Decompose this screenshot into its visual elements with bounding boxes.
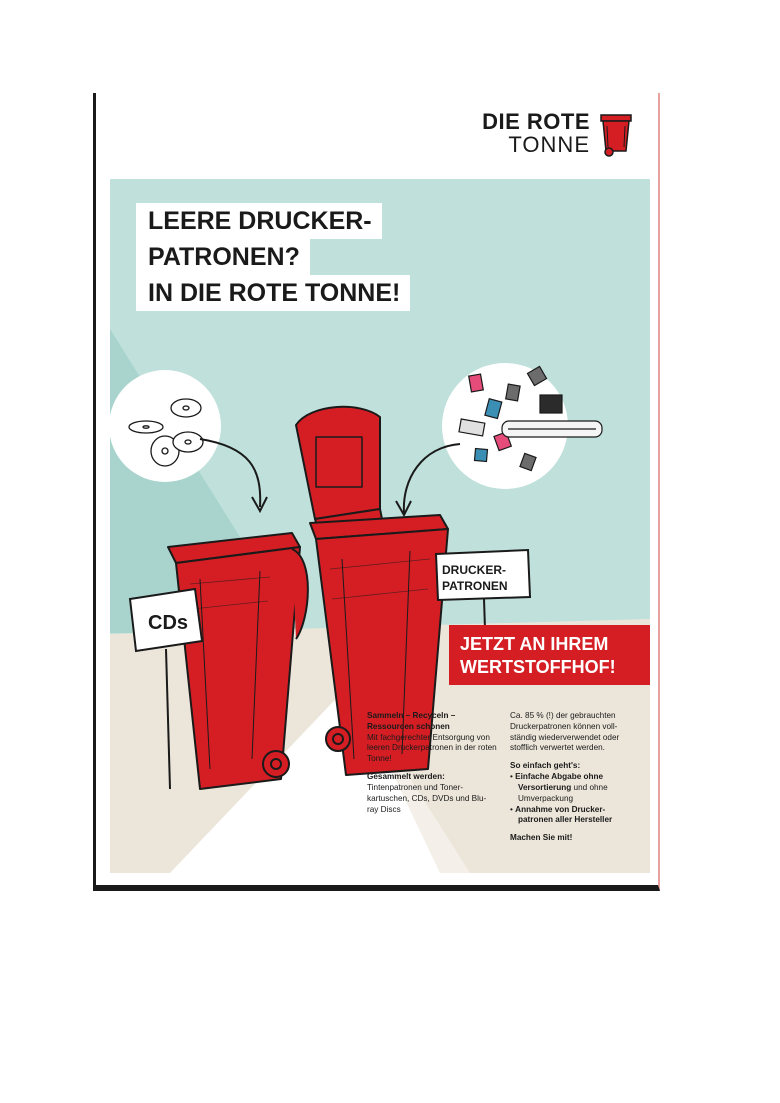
illustration-panel: [110, 179, 650, 873]
sign-drucker-line-2: PATRONEN: [442, 579, 508, 593]
cta-banner: [449, 625, 650, 685]
sign-cds-label: CDs: [148, 612, 189, 634]
sign-drucker-line-1: DRUCKER-: [442, 563, 506, 577]
headline: [136, 203, 410, 311]
cartridges-circle-icon: [442, 363, 602, 489]
right-text-column: [510, 711, 638, 851]
cta-line-1: JETZT AN IHREM: [460, 634, 609, 654]
headline-line-2: PATRONEN?: [136, 239, 310, 275]
red-bin-logo-icon: [598, 109, 634, 157]
bullet-1: • Einfache Abgabe ohne Versortierung und ohne Umverpackung: [510, 772, 638, 804]
right-intro: Ca. 85 % (!) der gebrauchten Druckerpatronen können voll-ständig wiederverwendet oder stofflich verwertet werden.: [510, 711, 620, 753]
brand-line-2: TONNE: [508, 132, 590, 157]
headline-line-3: IN DIE ROTE TONNE!: [136, 275, 410, 311]
how-heading: So einfach geht's:: [510, 761, 581, 771]
brand-line-1: DIE ROTE: [482, 108, 590, 134]
collected-body: Tintenpatronen und Toner-kartuschen, CDs, DVDs und Blu-ray Discs: [367, 782, 487, 814]
bullet-2: • Annahme von Drucker-patronen aller Hersteller: [510, 805, 638, 827]
closing-text: Machen Sie mit!: [510, 833, 573, 843]
poster: [93, 93, 660, 891]
headline-line-1: LEERE DRUCKER-: [136, 203, 382, 239]
collected-heading: Gesammelt werden:: [367, 772, 445, 782]
cta-line-2: WERTSTOFFHOF!: [460, 656, 616, 677]
left-text-column: [367, 711, 497, 822]
left-body: Mit fachgerechter Entsorgung von leeren Druckerpatronen in der roten Tonne!: [367, 732, 497, 764]
left-heading-1: Sammeln – Recyceln –: [367, 711, 456, 720]
brand-logo: [482, 109, 634, 157]
left-heading-2: Ressourcen schonen: [367, 721, 450, 731]
cds-circle-icon: [110, 370, 221, 482]
